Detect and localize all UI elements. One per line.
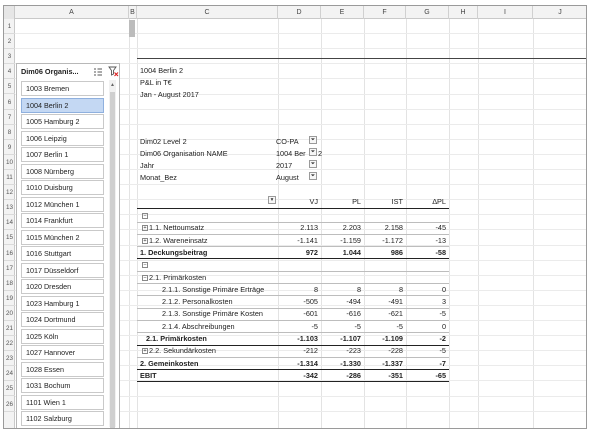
pivot-row-text: 2.1.1. Sonstige Primäre Erträge bbox=[162, 284, 265, 294]
slicer-item[interactable]: 1014 Frankfurt bbox=[21, 213, 104, 228]
column-header-a[interactable]: A bbox=[15, 6, 129, 19]
pivot-row-label bbox=[142, 346, 216, 355]
pivot-row-label bbox=[142, 273, 206, 282]
row-header[interactable]: 23 bbox=[4, 351, 15, 366]
column-header-ist: IST bbox=[391, 197, 403, 206]
pivot-row-text: 2.2. Sekundärkosten bbox=[149, 346, 216, 356]
pivot-cell: -5 bbox=[439, 309, 446, 319]
row-header[interactable]: 2 bbox=[4, 34, 15, 49]
gridline bbox=[15, 33, 586, 34]
report-period: Jan - August 2017 bbox=[140, 90, 199, 99]
gridline bbox=[129, 19, 130, 428]
filter-dropdown-icon[interactable]: ⏷ bbox=[310, 137, 316, 143]
pivot-cell: 986 bbox=[390, 247, 403, 257]
filter-label: Dim02 Level 2 bbox=[140, 137, 187, 146]
row-header[interactable]: 3 bbox=[4, 49, 15, 64]
row-header[interactable]: 16 bbox=[4, 246, 15, 261]
clear-filter-icon[interactable] bbox=[107, 66, 119, 78]
pivot-row-text: 2.1.2. Personalkosten bbox=[162, 297, 233, 307]
column-header-e[interactable]: E bbox=[321, 6, 364, 19]
pivot-cell: -1.337 bbox=[382, 358, 403, 368]
filter-active-icon[interactable]: ⏷ bbox=[310, 161, 316, 167]
row-header[interactable]: 14 bbox=[4, 215, 15, 230]
column-header-h[interactable]: H bbox=[449, 6, 478, 19]
select-all-corner[interactable] bbox=[4, 6, 15, 19]
slicer-item[interactable]: 1031 Bochum bbox=[21, 378, 104, 393]
pivot-cell: -7 bbox=[439, 358, 446, 368]
row-header[interactable]: 19 bbox=[4, 291, 15, 306]
slicer-item[interactable]: 1004 Berlin 2 bbox=[21, 98, 104, 113]
pivot-cell: 0 bbox=[441, 284, 446, 294]
pivot-row-label bbox=[142, 223, 204, 232]
pivot-cell: -1.107 bbox=[340, 334, 361, 343]
filter-value: 2017 bbox=[276, 161, 293, 170]
row-header[interactable]: 18 bbox=[4, 276, 15, 291]
row-header[interactable]: 21 bbox=[4, 321, 15, 336]
pivot-cell: -5 bbox=[396, 321, 403, 331]
pivot-row-text: 2.1.3. Sonstige Primäre Kosten bbox=[162, 309, 263, 319]
expand-icon[interactable]: + bbox=[143, 237, 147, 244]
pivot-cell: -621 bbox=[388, 309, 403, 319]
pivot-cell: -1.109 bbox=[382, 334, 403, 343]
row-header[interactable]: 15 bbox=[4, 230, 15, 245]
slicer-scroll-thumb[interactable] bbox=[110, 92, 115, 429]
pivot-cell: -494 bbox=[346, 297, 361, 307]
pivot-row-label bbox=[142, 211, 149, 220]
row-header[interactable]: 7 bbox=[4, 110, 15, 125]
slicer-scrollbar[interactable] bbox=[109, 80, 116, 427]
slicer-item[interactable]: 1024 Dortmund bbox=[21, 312, 104, 327]
pivot-cell: 972 bbox=[305, 247, 318, 257]
pivot-cell: -5 bbox=[354, 321, 361, 331]
row-header[interactable]: 10 bbox=[4, 155, 15, 170]
pivot-cell: -228 bbox=[388, 346, 403, 356]
filter-active-icon[interactable]: ⏷ bbox=[310, 173, 316, 179]
report-title: 1004 Berlin 2 bbox=[140, 66, 184, 75]
column-header-vj: VJ bbox=[309, 197, 318, 206]
slicer-item[interactable]: 1101 Wien 1 bbox=[21, 395, 104, 410]
filter-value-suffix: 2 bbox=[318, 149, 323, 158]
row-header[interactable]: 25 bbox=[4, 381, 15, 396]
slicer-item[interactable]: 1006 Leipzig bbox=[21, 131, 104, 146]
column-header-j[interactable]: J bbox=[533, 6, 587, 19]
collapse-icon[interactable]: − bbox=[143, 262, 147, 269]
column-header-g[interactable]: G bbox=[406, 6, 449, 19]
filter-value: August bbox=[276, 173, 299, 182]
pivot-cell: -1.103 bbox=[297, 334, 318, 343]
pivot-cell: -58 bbox=[435, 247, 446, 257]
pivot-row-label bbox=[140, 248, 207, 257]
slicer-panel bbox=[16, 63, 120, 429]
slicer-item[interactable]: 1008 Nürnberg bbox=[21, 164, 104, 179]
scroll-up-icon[interactable]: ▲ bbox=[110, 82, 115, 88]
row-header[interactable]: 11 bbox=[4, 170, 15, 185]
column-header-b[interactable]: B bbox=[129, 6, 137, 19]
pivot-cell: -13 bbox=[435, 235, 446, 245]
pivot-row-text: 2.1. Primärkosten bbox=[149, 272, 207, 282]
pivot-row-text: EBIT bbox=[140, 370, 157, 380]
gridline bbox=[478, 19, 479, 428]
pivot-cell: 2.158 bbox=[384, 223, 403, 233]
slicer-item[interactable]: 1016 Stuttgart bbox=[21, 246, 104, 261]
column-header-f[interactable]: F bbox=[364, 6, 406, 19]
filter-value: CO-PA bbox=[276, 137, 299, 146]
column-header-delta-pl: ΔPL bbox=[432, 197, 446, 206]
pivot-row-text: 1.2. Wareneinsatz bbox=[149, 235, 208, 245]
column-header-pl: PL bbox=[352, 197, 361, 206]
pivot-row-label bbox=[140, 371, 157, 380]
filter-label: Monat_Bez bbox=[140, 173, 177, 182]
collapse-icon[interactable]: − bbox=[143, 274, 147, 281]
pivot-cell: 2.203 bbox=[342, 223, 361, 233]
pivot-cell: -5 bbox=[311, 321, 318, 331]
column-header-i[interactable]: I bbox=[478, 6, 533, 19]
slicer-item[interactable]: 1017 Düsseldorf bbox=[21, 263, 104, 278]
slicer-item[interactable]: 1010 Duisburg bbox=[21, 180, 104, 195]
row-header-bar bbox=[4, 19, 15, 428]
narrow-column-marker bbox=[129, 20, 135, 37]
column-header-bar bbox=[4, 6, 586, 19]
row-separator bbox=[137, 381, 449, 382]
expand-icon[interactable]: + bbox=[143, 225, 147, 232]
pivot-row-text: 2.1. Primärkosten bbox=[146, 334, 207, 343]
slicer-header bbox=[17, 64, 119, 79]
pivot-cell: -5 bbox=[439, 346, 446, 356]
pivot-row-label bbox=[142, 236, 208, 245]
pivot-cell: -45 bbox=[435, 223, 446, 233]
pivot-cell: -491 bbox=[388, 297, 403, 307]
pivot-cell: -286 bbox=[346, 370, 361, 380]
pivot-row-label bbox=[146, 334, 207, 343]
gridline bbox=[15, 48, 586, 49]
multi-select-icon[interactable] bbox=[92, 66, 104, 78]
filter-label: Dim06 Organisation NAME bbox=[140, 149, 228, 158]
spreadsheet-window bbox=[3, 5, 587, 429]
pivot-header-rule bbox=[137, 208, 449, 209]
pivot-cell: -616 bbox=[346, 309, 361, 319]
pivot-cell: -65 bbox=[435, 370, 446, 380]
pivot-cell: -601 bbox=[303, 309, 318, 319]
pivot-row-text: 1. Deckungsbeitrag bbox=[140, 247, 208, 257]
pivot-row-text: 1.1. Nettoumsatz bbox=[149, 223, 205, 233]
slicer-title: Dim06 Organis... bbox=[21, 67, 79, 76]
pivot-cell: 0 bbox=[441, 321, 446, 331]
row-header[interactable]: 5 bbox=[4, 79, 15, 94]
row-header[interactable]: 17 bbox=[4, 261, 15, 276]
pivot-cell: 3 bbox=[441, 297, 446, 307]
pivot-row-label bbox=[162, 322, 235, 331]
slicer-item[interactable]: 1020 Dresden bbox=[21, 279, 104, 294]
pivot-cell: -1.330 bbox=[340, 358, 361, 368]
pivot-cell: -505 bbox=[303, 297, 318, 307]
pivot-row-label bbox=[162, 285, 264, 294]
row-header[interactable]: 20 bbox=[4, 306, 15, 321]
filter-value: 1004 Ber bbox=[276, 149, 306, 158]
pivot-cell: 8 bbox=[356, 284, 361, 294]
pivot-cell: 8 bbox=[398, 284, 403, 294]
slicer-item[interactable]: 1102 Salzburg bbox=[21, 411, 104, 426]
gridline bbox=[533, 19, 534, 428]
collapse-icon[interactable]: − bbox=[143, 213, 147, 220]
expand-icon[interactable]: + bbox=[143, 348, 147, 355]
pivot-cell: -1.141 bbox=[297, 235, 318, 245]
slicer-item[interactable]: 1005 Hamburg 2 bbox=[21, 114, 104, 129]
row-header[interactable]: 4 bbox=[4, 64, 15, 79]
report-subtitle: P&L in T€ bbox=[140, 78, 172, 87]
pivot-cell: 2.113 bbox=[300, 223, 318, 233]
pivot-cell: -212 bbox=[303, 346, 318, 356]
slicer-item[interactable]: 1015 München 2 bbox=[21, 230, 104, 245]
gridline bbox=[137, 19, 138, 428]
row-header[interactable]: 22 bbox=[4, 336, 15, 351]
row-header[interactable]: 6 bbox=[4, 95, 15, 110]
pivot-row-text: 2.1.4. Abschreibungen bbox=[162, 321, 235, 331]
gridline bbox=[449, 19, 450, 428]
slicer-item[interactable]: 1012 München 1 bbox=[21, 197, 104, 212]
slicer-item[interactable]: 1027 Hannover bbox=[21, 345, 104, 360]
pivot-row-text: 2. Gemeinkosten bbox=[140, 358, 199, 368]
filter-active-icon[interactable]: ⏷ bbox=[310, 149, 316, 155]
pivot-row-label bbox=[140, 359, 198, 368]
pivot-cell: -342 bbox=[303, 370, 318, 380]
slicer-item[interactable]: 1025 Köln bbox=[21, 329, 104, 344]
row-header[interactable]: 13 bbox=[4, 200, 15, 215]
pivot-cell: 8 bbox=[313, 284, 318, 294]
pivot-row-label bbox=[142, 260, 149, 269]
row-header[interactable]: 12 bbox=[4, 185, 15, 200]
row-header[interactable]: 1 bbox=[4, 19, 15, 34]
pivot-cell: -351 bbox=[388, 370, 403, 380]
row-header[interactable]: 8 bbox=[4, 125, 15, 140]
pivot-cell: -2 bbox=[439, 334, 446, 343]
row-labels-dropdown-icon[interactable]: ▾ bbox=[268, 196, 276, 204]
column-header-c[interactable]: C bbox=[137, 6, 278, 19]
pivot-cell: -1.314 bbox=[297, 358, 318, 368]
slicer-item[interactable]: 1028 Essen bbox=[21, 362, 104, 377]
report-top-rule bbox=[137, 58, 587, 59]
column-header-d[interactable]: D bbox=[278, 6, 321, 19]
row-header[interactable]: 24 bbox=[4, 366, 15, 381]
pivot-cell: 1.044 bbox=[342, 247, 361, 257]
slicer-item[interactable]: 1023 Hamburg 1 bbox=[21, 296, 104, 311]
slicer-item[interactable]: 1007 Berlin 1 bbox=[21, 147, 104, 162]
filter-label: Jahr bbox=[140, 161, 155, 170]
pivot-cell: -1.172 bbox=[382, 235, 403, 245]
row-header[interactable]: 26 bbox=[4, 397, 15, 412]
pivot-cell: -1.159 bbox=[340, 235, 361, 245]
pivot-cell: -223 bbox=[346, 346, 361, 356]
pivot-row-label bbox=[162, 297, 233, 306]
row-header[interactable]: 9 bbox=[4, 140, 15, 155]
row-separator bbox=[137, 258, 449, 259]
pivot-row-label bbox=[162, 309, 263, 318]
slicer-item[interactable]: 1003 Bremen bbox=[21, 81, 104, 96]
